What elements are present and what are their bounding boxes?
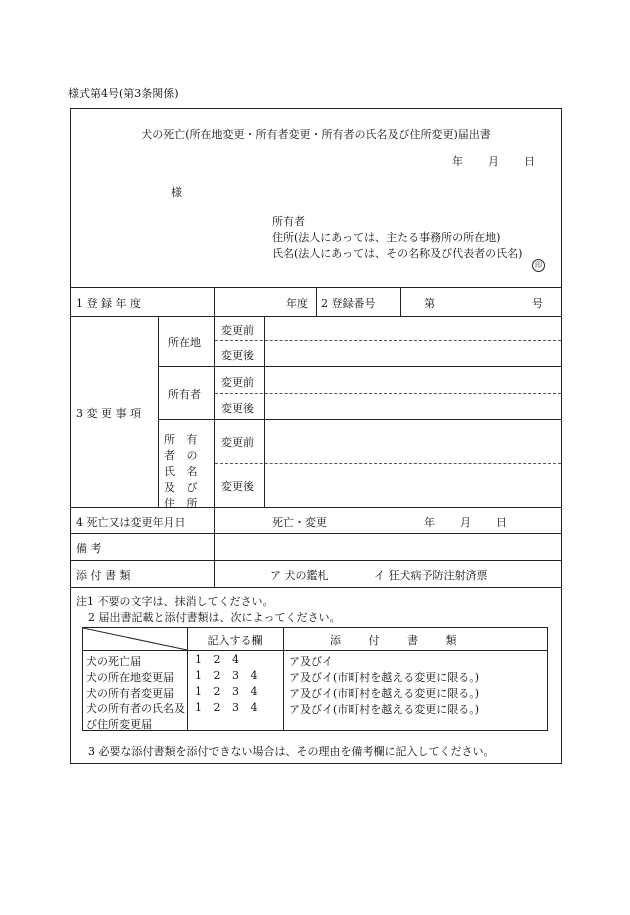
note-3: 3 必要な添付書類を添付できない場合は、その理由を備考欄に記入してください。 [88,745,495,758]
notes-header-cols: 記入する欄 [207,634,263,647]
notes-row-name: 犬の所有者の氏名及び住所変更届 [86,702,185,731]
attach-label: 添 付 書 類 [76,569,131,582]
death-day: 日 [496,516,507,529]
owner-before: 変更前 [221,376,254,389]
note-1: 注1 不要の文字は、抹消してください。 [76,595,274,608]
owner-name: 氏名(法人にあっては、その名称及び代表者の氏名) [272,247,523,260]
owner-address: 住所(法人にあっては、主たる事務所の所在地) [272,231,501,244]
reg-no-suffix: 号 [532,297,543,310]
owner-name-before: 変更前 [221,436,254,449]
reg-no-label: 2 登録番号 [321,297,376,310]
notes-row-cols: 1 2 3 4 [195,685,262,698]
date-day: 日 [524,155,535,168]
attach-i: イ 狂犬病予防注射済票 [374,569,488,582]
reg-year-label: 1 登 録 年 度 [76,297,141,310]
notes-row-cols: 1 2 4 [195,653,243,666]
reg-year-unit: 年度 [286,297,308,310]
notes-row-name: 犬の死亡届 [86,655,141,668]
location-before: 変更前 [221,324,254,337]
owner-label: 所有者 [272,215,305,228]
note-2: 2 届出書記載と添付書類は、次によってください。 [88,611,341,624]
form-title: 犬の死亡(所在地変更・所有者変更・所有者の氏名及び住所変更)届出書 [141,128,491,141]
remarks-label: 備 考 [76,542,102,555]
location-after: 変更後 [221,349,254,362]
notes-row-cols: 1 2 3 4 [195,701,262,714]
notes-row-docs: ア及びイ(市町村を越える変更に限る。) [289,687,480,700]
notes-row-docs: ア及びイ(市町村を越える変更に限る。) [289,703,480,716]
form-number: 様式第4号(第3条関係) [68,87,179,100]
notes-row-name: 犬の所在地変更届 [86,671,174,684]
notes-row-name: 犬の所有者変更届 [86,687,174,700]
notes-header-docs: 添 付 書 類 [330,634,469,647]
death-year: 年 [424,516,435,529]
date-month: 月 [488,155,499,168]
reg-no-prefix: 第 [424,297,435,310]
notes-row-cols: 1 2 3 4 [195,669,262,682]
death-value: 死亡・変更 [272,516,327,529]
changes-label: 3 変 更 事 項 [76,407,141,420]
owner-name-after: 変更後 [221,480,254,493]
death-label: 4 死亡又は変更年月日 [76,516,186,529]
death-month: 月 [460,516,471,529]
date-year: 年 [452,155,463,168]
owner-after: 変更後 [221,402,254,415]
seal-mark: 印 [532,259,545,272]
header-diagonal [83,628,187,650]
notes-row-docs: ア及びイ [289,655,333,668]
owner-change-label: 所有者 [168,388,201,401]
addressee-suffix: 様 [171,186,182,199]
location-label: 所在地 [168,336,201,349]
owner-name-addr-label: 所 有 者 の 氏 名 及 び 住 所 [164,433,202,510]
notes-row-docs: ア及びイ(市町村を越える変更に限る。) [289,671,480,684]
attach-a: ア 犬の鑑札 [270,569,329,582]
